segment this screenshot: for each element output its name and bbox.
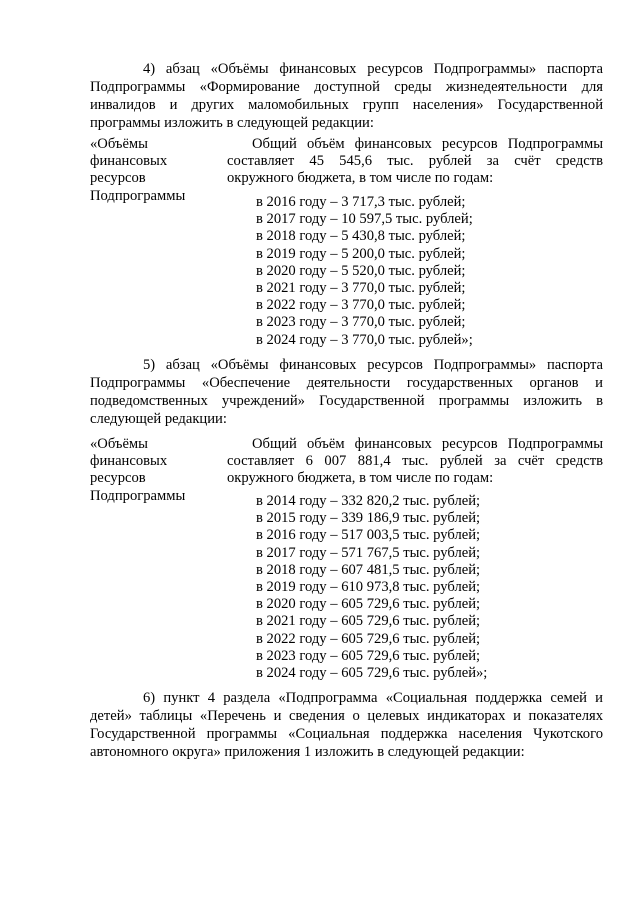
paragraph-line: Государственной программы «Социальная поддержка населения Чукотского [90, 726, 603, 742]
description-line: окружного бюджета, в том числе по годам: [227, 470, 494, 487]
year-amount: в 2024 году – 605 729,6 тыс. рублей»; [256, 665, 488, 682]
label-line: ресурсов [90, 470, 146, 487]
funding-label [90, 136, 230, 205]
label-line: финансовых [90, 453, 168, 470]
paragraph-line: инвалидов и других маломобильных групп населения» Государственной [90, 97, 603, 113]
year-amount: в 2014 году – 332 820,2 тыс. рублей; [256, 493, 481, 509]
year-amount: в 2015 году – 339 186,9 тыс. рублей; [256, 510, 481, 527]
year-amount: в 2021 году – 605 729,6 тыс. рублей; [256, 613, 481, 630]
year-amount: в 2021 году – 3 770,0 тыс. рублей; [256, 280, 466, 297]
paragraph-line: следующей редакции: [90, 411, 227, 427]
funding-description [227, 136, 603, 188]
year-amount: в 2019 году – 5 200,0 тыс. рублей; [256, 245, 466, 262]
year-amount: в 2020 году – 605 729,6 тыс. рублей; [256, 596, 481, 613]
year-amount: в 2018 году – 5 430,8 тыс. рублей; [256, 228, 466, 245]
year-amount: в 2017 году – 10 597,5 тыс. рублей; [256, 211, 473, 228]
year-amount: в 2024 году – 3 770,0 тыс. рублей»; [256, 331, 473, 348]
year-amount: в 2016 году – 3 717,3 тыс. рублей; [256, 194, 466, 210]
paragraph-line: программы изложить в следующей редакции: [90, 115, 374, 131]
paragraph-5 [90, 356, 603, 428]
funding-description [227, 436, 603, 488]
funding-label [90, 436, 230, 505]
year-amount: в 2022 году – 3 770,0 тыс. рублей; [256, 297, 466, 314]
label-line: финансовых [90, 153, 168, 170]
label-line: Подпрограммы [90, 487, 186, 504]
description-line: Общий объём финансовых ресурсов Подпрограммы [252, 136, 603, 152]
funding-years-list [256, 194, 596, 349]
paragraph-4 [90, 60, 603, 132]
paragraph-line: 4) абзац «Объёмы финансовых ресурсов Подпрограммы» паспорта [143, 61, 603, 77]
funding-years-list [256, 493, 596, 682]
paragraph-line: Подпрограммы «Формирование доступной среды жизнедеятельности для [90, 79, 603, 95]
year-amount: в 2023 году – 3 770,0 тыс. рублей; [256, 314, 466, 331]
label-line: «Объёмы [90, 436, 148, 452]
description-line: составляет 45 545,6 тыс. рублей за счёт средств [227, 153, 603, 170]
year-amount: в 2022 году – 605 729,6 тыс. рублей; [256, 630, 481, 647]
label-line: «Объёмы [90, 136, 148, 152]
paragraph-6 [90, 689, 603, 761]
paragraph-line: Подпрограммы «Обеспечение деятельности государственных органов и [90, 375, 603, 391]
paragraph-line: 6) пункт 4 раздела «Подпрограмма «Социальная поддержка семей и [143, 690, 603, 706]
year-amount: в 2016 году – 517 003,5 тыс. рублей; [256, 527, 481, 544]
description-line: составляет 6 007 881,4 тыс. рублей за счёт средств [227, 453, 603, 470]
paragraph-line: автономного округа» приложения 1 изложить в следующей редакции: [90, 744, 525, 760]
year-amount: в 2017 году – 571 767,5 тыс. рублей; [256, 544, 481, 561]
label-line: Подпрограммы [90, 187, 186, 204]
paragraph-line: детей» таблицы «Перечень и сведения о целевых индикаторах и показателях [90, 708, 603, 724]
paragraph-line: подведомственных учреждений» Государственной программы изложить в [90, 393, 603, 409]
description-line: окружного бюджета, в том числе по годам: [227, 170, 494, 187]
description-line: Общий объём финансовых ресурсов Подпрограммы [252, 436, 603, 452]
paragraph-line: 5) абзац «Объёмы финансовых ресурсов Подпрограммы» паспорта [143, 357, 603, 373]
year-amount: в 2023 году – 605 729,6 тыс. рублей; [256, 647, 481, 664]
year-amount: в 2018 году – 607 481,5 тыс. рублей; [256, 561, 481, 578]
year-amount: в 2019 году – 610 973,8 тыс. рублей; [256, 579, 481, 596]
year-amount: в 2020 году – 5 520,0 тыс. рублей; [256, 262, 466, 279]
label-line: ресурсов [90, 170, 146, 187]
